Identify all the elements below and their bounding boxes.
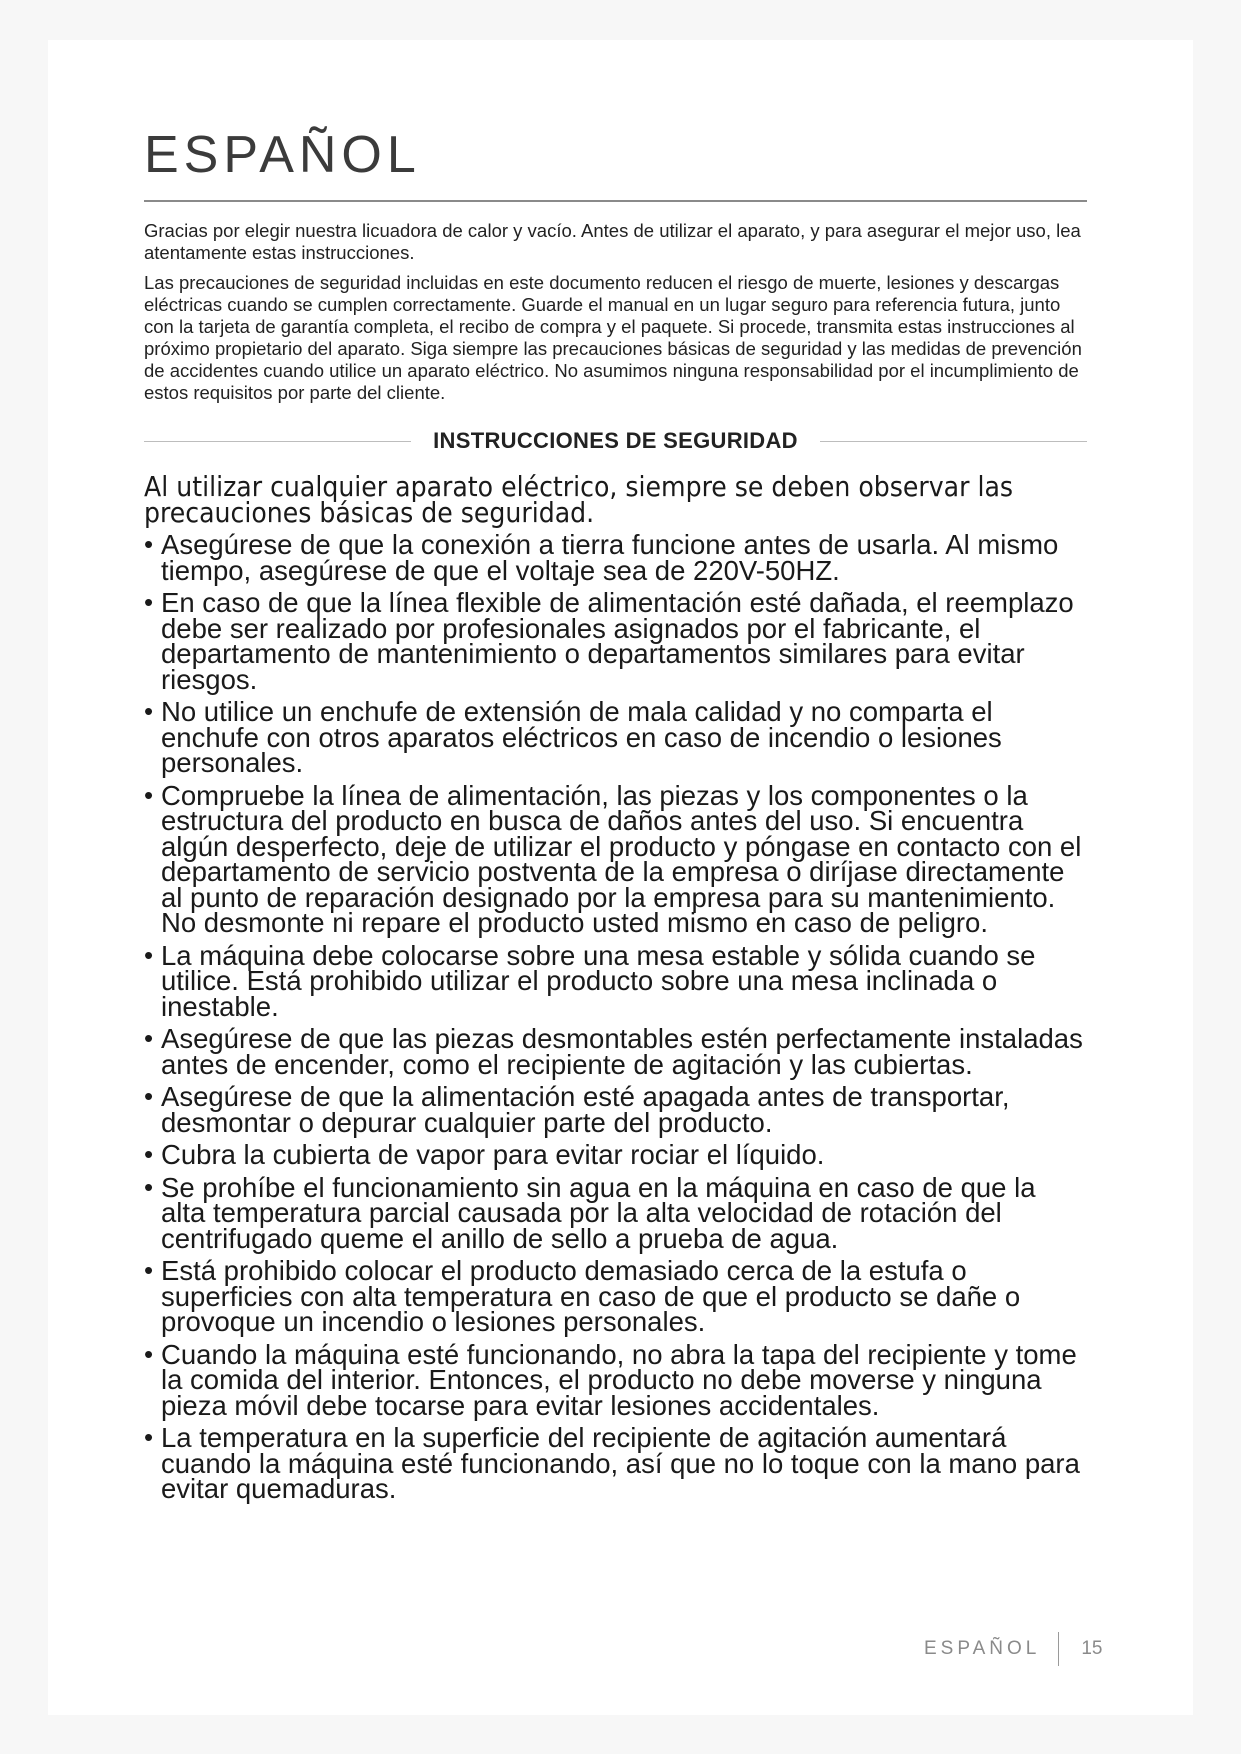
bullet-icon: •: [144, 1338, 154, 1369]
list-item: [144, 696, 1087, 778]
list-item-text: Se prohíbe el funcionamiento sin agua en la máquina en caso de que la alta temperatura parcial causada por la alta velocidad de rotación del centrifugado queme el anillo de sello a prueba de agua.: [161, 1171, 1036, 1254]
section-heading-rule-left: [144, 441, 411, 442]
list-item-text: Asegúrese de que las piezas desmontables estén perfectamente instaladas antes de encender, como el recipiente de agitación y las cubiertas.: [161, 1023, 1083, 1080]
list-item-text: La máquina debe colocarse sobre una mesa estable y sólida cuando se utilice. Está prohibido utilizar el producto sobre una mesa inclinada o inestable.: [161, 939, 1036, 1022]
bullet-icon: •: [144, 529, 154, 559]
footer-divider: [1058, 1632, 1059, 1666]
intro-paragraph-1: Gracias por elegir nuestra licuadora de calor y vacío. Antes de utilizar el aparato, y para asegurar el mejor uso, lea atentamente estas instrucciones.: [144, 220, 1081, 263]
list-item-text: No utilice un enchufe de extensión de mala calidad y no comparta el enchufe con otros aparatos eléctricos en caso de incendio o lesiones personales.: [161, 696, 1002, 778]
list-item: [144, 1422, 1087, 1504]
bullet-icon: •: [144, 939, 154, 970]
page-title: ESPAÑOL: [144, 126, 421, 184]
list-item-text: En caso de que la línea flexible de alimentación esté dañada, el reemplazo debe ser realizado por profesionales asignados por el fabricante, el departamento de mantenimiento o departamentos similares para evitar riesgos.: [161, 587, 1074, 695]
bullet-icon: •: [144, 1139, 154, 1169]
list-item-text: Compruebe la línea de alimentación, las piezas y los componentes o la estructura del producto en busca de daños antes del uso. Si encuentra algún desperfecto, deje de utilizar el producto y póngase en contacto con el departamento de servicio postventa de la empresa o diríjase directamente al punto de reparación designado por la empresa para su mantenimiento. No desmonte ni repare el producto usted mismo en caso de peligro.: [161, 779, 1082, 938]
list-item: [144, 1338, 1087, 1421]
list-item-text: Cubra la cubierta de vapor para evitar rociar el líquido.: [161, 1139, 825, 1170]
page-number: 15: [1081, 1638, 1103, 1659]
bullet-icon: •: [144, 1422, 154, 1452]
safety-lead-text: Al utilizar cualquier aparato eléctrico, siempre se deben observar las precauciones básicas de seguridad.: [144, 470, 1014, 529]
footer-section-label: ESPAÑOL: [924, 1638, 1041, 1659]
safety-instructions-list: [144, 529, 1087, 1504]
list-item-text: Está prohibido colocar el producto demasiado cerca de la estufa o superficies con alta temperatura en caso de que el producto se dañe o provoque un incendio o lesiones personales.: [161, 1255, 1021, 1337]
list-item: [144, 939, 1087, 1022]
list-item: [144, 1139, 1087, 1170]
list-item: [144, 529, 1087, 586]
list-item-text: Asegúrese de que la conexión a tierra funcione antes de usarla. Al mismo tiempo, asegúrese de que el voltaje sea de 220V-50HZ.: [161, 529, 1059, 586]
page-footer: [924, 1632, 1103, 1666]
section-heading-label: INSTRUCCIONES DE SEGURIDAD: [433, 428, 798, 453]
list-item: [144, 1081, 1087, 1138]
list-item-text: Asegúrese de que la alimentación esté apagada antes de transportar, desmontar o depurar cualquier parte del producto.: [161, 1081, 1010, 1138]
page-content: [144, 126, 1087, 1509]
section-heading-rule-right: [820, 441, 1087, 442]
bullet-icon: •: [144, 779, 154, 810]
bullet-icon: •: [144, 1171, 154, 1202]
bullet-icon: •: [144, 696, 154, 726]
list-item: [144, 587, 1087, 695]
title-divider: [144, 200, 1087, 202]
list-item-text: Cuando la máquina esté funcionando, no abra la tapa del recipiente y tome la comida del interior. Entonces, el producto no debe moverse y ninguna pieza móvil debe tocarse para evitar lesiones accidentales.: [161, 1338, 1077, 1421]
intro-paragraph-2: Las precauciones de seguridad incluidas en este documento reducen el riesgo de muerte, lesiones y descargas eléctricas cuando se cumplen correctamente. Guarde el manual en un lugar seguro para referencia futura, junto con la tarjeta de garantía completa, el recibo de compra y el paquete. Si procede, transmita estas instrucciones al próximo propietario del aparato. Siga siempre las precauciones básicas de seguridad y las medidas de prevención de accidentes cuando utilice un aparato eléctrico. No asumimos ninguna responsabilidad por el incumplimiento de estos requisitos por parte del cliente.: [144, 272, 1082, 403]
section-heading: [144, 428, 1087, 454]
list-item: [144, 1255, 1087, 1337]
bullet-icon: •: [144, 587, 154, 617]
list-item: [144, 779, 1087, 938]
bullet-icon: •: [144, 1081, 154, 1111]
list-item: [144, 1171, 1087, 1254]
bullet-icon: •: [144, 1023, 154, 1053]
bullet-icon: •: [144, 1255, 154, 1285]
list-item-text: La temperatura en la superficie del recipiente de agitación aumentará cuando la máquina esté funcionando, así que no lo toque con la mano para evitar quemaduras.: [161, 1422, 1080, 1504]
list-item: [144, 1023, 1087, 1080]
